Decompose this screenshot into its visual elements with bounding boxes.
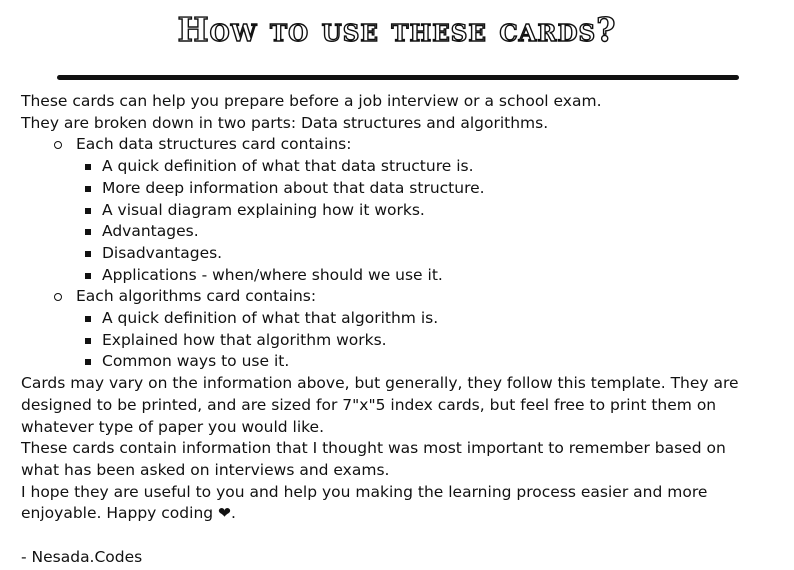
list-item (76, 178, 761, 200)
intro-line: They are broken down in two parts: Data structures and algorithms. (21, 113, 549, 132)
list-item-text: A visual diagram explaining how it works. (102, 200, 425, 219)
square-bullet-icon (85, 359, 91, 365)
card-types-list (21, 134, 761, 373)
section-algorithms (21, 286, 761, 373)
template-note-line: whatever type of paper you would like. (21, 417, 325, 436)
section-heading: Each algorithms card contains: (76, 287, 317, 306)
list-item-text: More deep information about that data structure. (102, 178, 485, 197)
square-bullet-icon (85, 164, 91, 170)
list-item (76, 156, 761, 178)
list-item-text: Applications - when/where should we use it. (102, 265, 443, 284)
square-bullet-icon (85, 273, 91, 279)
section-data-structures (21, 134, 761, 286)
square-bullet-icon (85, 338, 91, 344)
list-item (76, 200, 761, 222)
hollow-circle-bullet-icon (54, 141, 62, 149)
list-item-text: Common ways to use it. (102, 352, 290, 371)
intro-line: These cards can help you prepare before a job interview or a school exam. (21, 92, 602, 110)
list-item (76, 243, 761, 265)
list-item (76, 308, 761, 330)
list-item-text: Advantages. (102, 222, 199, 241)
signature: - Nesada.Codes (21, 547, 143, 566)
list-item (76, 265, 761, 287)
list-item (76, 221, 761, 243)
list-item (76, 330, 761, 352)
square-bullet-icon (85, 251, 91, 257)
list-item-text: Disadvantages. (102, 243, 223, 262)
title-divider (57, 75, 739, 80)
data-structures-items (76, 156, 761, 286)
document-body (21, 91, 761, 568)
content-note-line: what has been asked on interviews and exams. (21, 460, 390, 479)
page-title: How to use these cards? (177, 10, 617, 49)
closing-line: enjoyable. Happy coding ❤. (21, 504, 236, 523)
square-bullet-icon (85, 229, 91, 235)
list-item (76, 351, 761, 373)
template-note-line: designed to be printed, and are sized for 7"x"5 index cards, but feel free to print them on (21, 395, 717, 414)
list-item-text: A quick definition of what that algorithm is. (102, 309, 439, 328)
square-bullet-icon (85, 208, 91, 214)
closing-line: I hope they are useful to you and help you making the learning process easier and more (21, 482, 708, 501)
section-heading: Each data structures card contains: (76, 135, 352, 154)
content-note-line: These cards contain information that I thought was most important to remember based on (21, 439, 726, 458)
list-item-text: Explained how that algorithm works. (102, 330, 387, 349)
algorithms-items (76, 308, 761, 373)
list-item-text: A quick definition of what that data structure is. (102, 157, 474, 176)
square-bullet-icon (85, 186, 91, 192)
template-note-line: Cards may vary on the information above, but generally, they follow this template. They are (21, 374, 739, 393)
hollow-circle-bullet-icon (54, 293, 62, 301)
square-bullet-icon (85, 316, 91, 322)
